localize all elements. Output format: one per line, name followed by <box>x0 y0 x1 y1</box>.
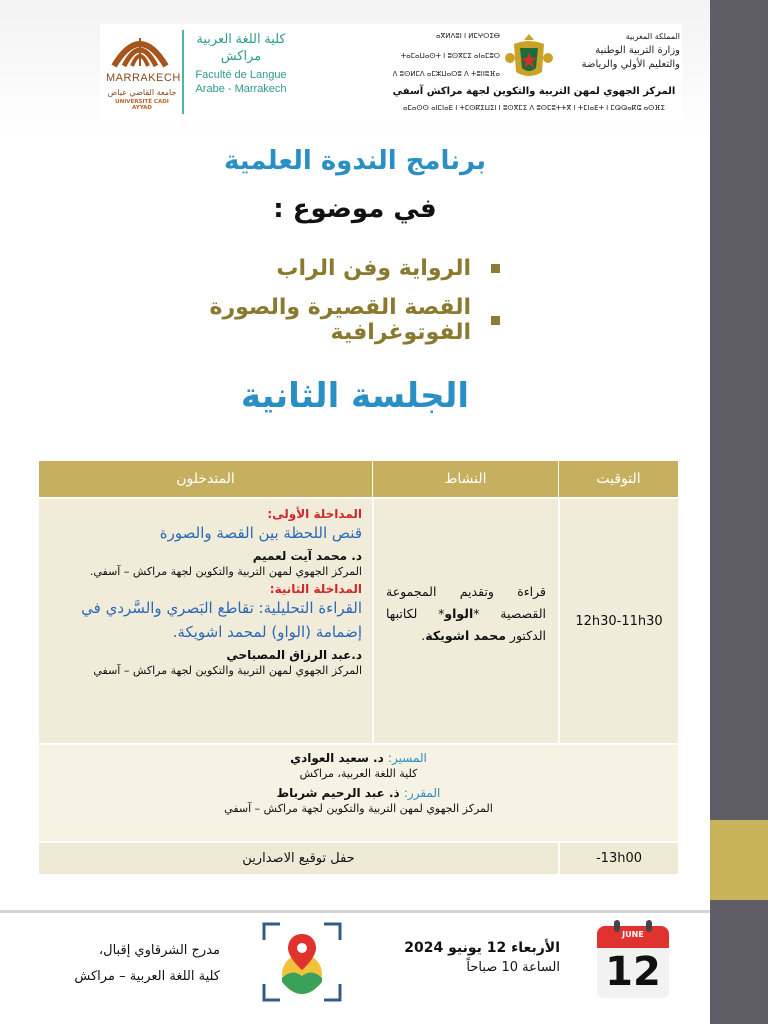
activity-text-mid: * لكاتبها الدكتور <box>386 606 546 643</box>
header-time: التوقيت <box>559 461 678 497</box>
ministry-kingdom: المملكة المغربية <box>625 32 680 41</box>
schedule-table <box>39 461 678 874</box>
calendar-icon <box>592 916 674 1002</box>
venue-line-1: مدرج الشرقاوي إقبال، <box>98 943 220 958</box>
faculty-name-ar-2: مراكش <box>220 48 262 63</box>
header-logos <box>100 24 682 124</box>
time-cell: 12h30-11h30 <box>560 499 678 743</box>
signing-cell: حفل توقيع الاصدارين <box>39 843 558 874</box>
event-date <box>380 940 560 975</box>
moderators-cell <box>39 745 678 841</box>
square-bullet-icon <box>491 264 500 273</box>
activity-text-end: . <box>421 628 426 643</box>
rapporteur-role: المقرر: <box>403 786 441 800</box>
activity-author: محمد اشويكة <box>425 628 506 643</box>
header-speakers: المتدخلون <box>39 461 373 497</box>
rapporteur-line <box>39 786 678 800</box>
university-name-latin: MARRAKECH <box>106 72 181 84</box>
speaker2-name: د.عبد الرزاق المصباحي <box>226 648 362 662</box>
ministry-name-ar <box>556 30 680 72</box>
activity-book-title: الواو <box>444 606 474 621</box>
topics-list <box>100 256 500 359</box>
university-arch-icon <box>110 28 170 68</box>
speaker1-title: قنص اللحظة بين القصة والصورة <box>159 524 362 542</box>
program-title: برنامج الندوة العلمية <box>224 146 486 176</box>
faculty-divider <box>182 30 184 114</box>
speakers-cell <box>39 499 372 743</box>
header-activity: النشاط <box>373 461 559 497</box>
moderator-role: المسير: <box>387 751 427 765</box>
ministry-tifinagh-1: ⴰⴳⵍⴷⵓⵏ ⵏ ⵍⵎⵖⵔⵉⴱ <box>435 32 500 40</box>
right-gold-accent <box>710 820 768 900</box>
topic-intro: في موضوع : <box>273 194 437 224</box>
topic-text: القصة القصيرة والصورة الفوتوغرافية <box>209 295 471 345</box>
activity-cell <box>374 499 558 743</box>
venue-line-2: كلية اللغة العربية – مراكش <box>74 969 220 984</box>
rapporteur-institution: المركز الجهوي لمهن التربية والتكوين لجهة مراكش – آسفي <box>224 802 493 815</box>
footer-divider <box>0 910 710 913</box>
moderator-name: د. سعيد العوادي <box>290 751 388 765</box>
regional-center-ar: المركز الجهوي لمهن التربية والتكوين لجهة مراكش آسفي <box>392 86 676 97</box>
university-name-ar: جامعة القاضي عياض <box>107 88 177 97</box>
map-pin-icon <box>262 922 342 1002</box>
speaker2-label: المداخلة الثانية: <box>269 582 362 596</box>
moderator-institution: كلية اللغة العربية، مراكش <box>299 767 418 780</box>
university-name-en: UNIVERSITÉ CADI AYYAD <box>115 99 169 111</box>
ministry-line-3: والتعليم الأولي والرياضة <box>581 59 680 70</box>
speaker2-title: القراءة التحليلية: تقاطع البَصري والسَّردي في إضمامة (الواو) لمحمد اشويكة. <box>81 599 362 641</box>
topic-item <box>100 295 500 345</box>
event-venue <box>40 938 220 990</box>
faculty-name <box>186 30 296 96</box>
event-date-line: الأربعاء 12 يونيو 2024 <box>404 940 560 956</box>
speaker1-label: المداخلة الأولى: <box>267 507 362 521</box>
moderator-line <box>39 751 678 765</box>
square-bullet-icon <box>491 316 500 325</box>
calendar-day: 12 <box>605 949 661 995</box>
speaker1-institution: المركز الجهوي لمهن التربية والتكوين لجهة مراكش – آسفي. <box>89 565 362 578</box>
rapporteur-name: ذ. عبد الرحيم شرباط <box>276 786 404 800</box>
topic-text: الرواية وفن الراب <box>276 256 471 281</box>
ministry-tifinagh-3: ⴷ ⵓⵙⵍⵎⴷ ⴰⵎⵣⵡⴰⵔⵓ ⴷ ⵜⵓⵏⵏⵓⴼⴰ <box>392 70 500 78</box>
ministry-line-2: وزارة التربية الوطنية <box>595 45 680 56</box>
topic-item <box>100 256 500 281</box>
signing-time-cell: -13h00 <box>560 843 678 874</box>
speaker1-name: د. محمد آيت لعميم <box>252 549 362 563</box>
faculty-name-ar-1: كلية اللغة العربية <box>196 31 286 46</box>
speaker2-institution: المركز الجهوي لمهن التربية والتكوين لجهة مراكش – آسفي <box>93 664 362 677</box>
activity-text-pre: قراءة وتقديم المجموعة القصصية * <box>386 584 546 621</box>
faculty-name-fr-2: Arabe - Marrakech <box>195 83 287 95</box>
moroccan-emblem-icon <box>504 32 554 82</box>
calendar-month: JUNE <box>622 930 644 939</box>
faculty-name-fr-1: Faculté de Langue <box>195 69 287 81</box>
regional-center-tifinagh: ⴰⵎⴰⵙⵙ ⴰⵏⵎⵏⴰⴹ ⵏ ⵜⵎⵙⴽⵉⵡⵉⵏ ⵏ ⵓⵙⴳⵎⵉ ⴷ ⵓⵙⵎⵓⵜⵜⴳ ⵏ ⵜⵎⵏⴰⴹⵜ ⵏ ⵎⵕⵕⴰⴽⵛ ⴰⵙⴼⵉ <box>403 104 665 112</box>
ministry-tifinagh-2: ⵜⴰⵎⴰⵡⴰⵙⵜ ⵏ ⵓⵙⴳⵎⵉ ⴰⵏⴰⵎⵓⵔ <box>400 52 500 60</box>
university-logo <box>106 28 181 114</box>
session-title: الجلسة الثانية <box>240 376 470 416</box>
event-time-line: الساعة 10 صباحاً <box>466 960 560 975</box>
